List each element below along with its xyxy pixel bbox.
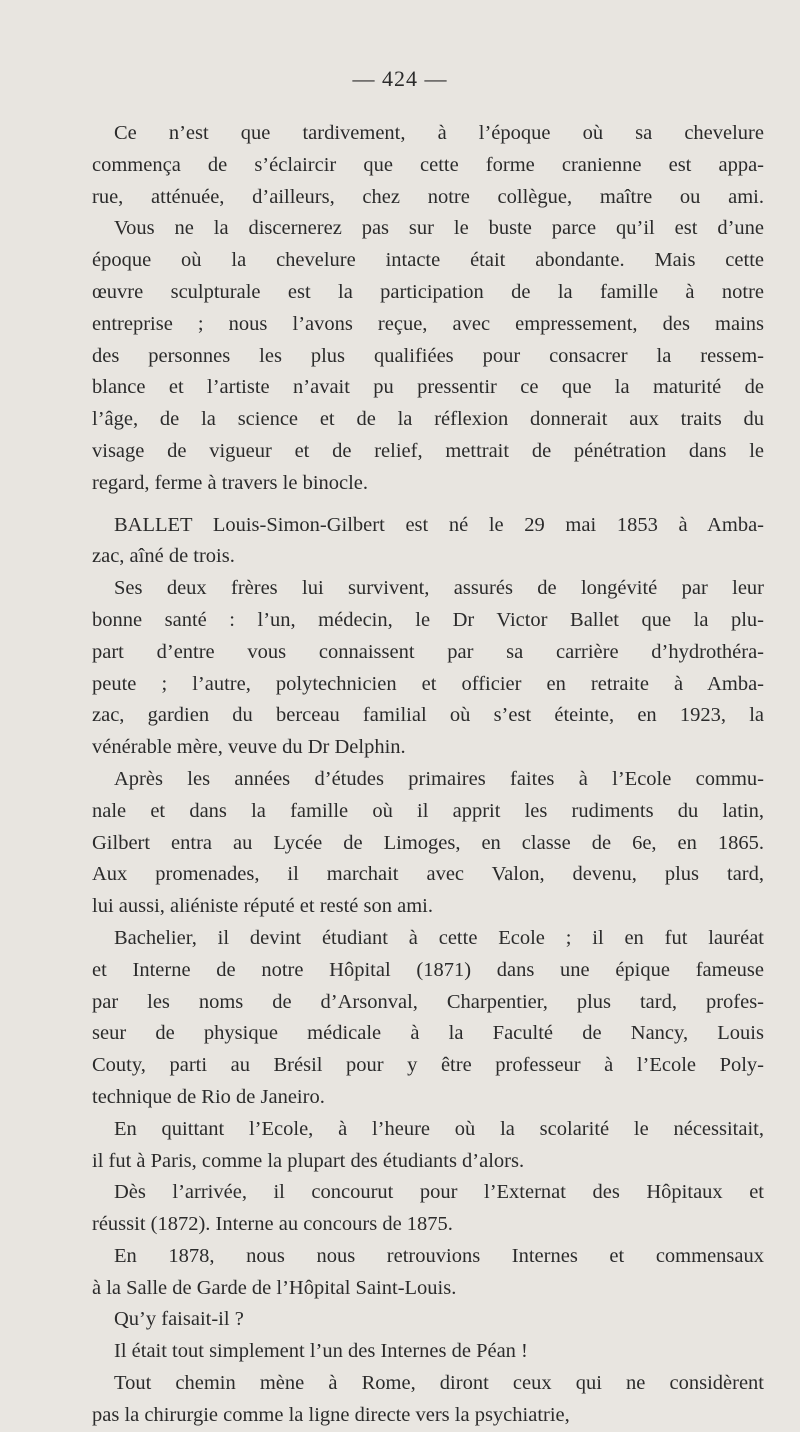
text-line: blance et l’artiste n’avait pu pressentir ce que la maturité de (92, 376, 764, 399)
text-line: En quittant l’Ecole, à l’heure où la scolarité le nécessitait, (114, 1117, 764, 1140)
text-line: il fut à Paris, comme la plupart des étudiants d’alors. (92, 1149, 525, 1172)
text-line: Ce n’est que tardivement, à l’époque où sa chevelure (114, 122, 764, 144)
text-line: visage de vigueur et de relief, mettrait de pénétration dans le (92, 439, 764, 462)
text-line: Vous ne la discernerez pas sur le buste parce qu’il est d’une (114, 217, 764, 240)
page-number: — 424 — (352, 66, 448, 91)
text-line: lui aussi, aliéniste réputé et resté son ami. (92, 895, 434, 918)
text-line: par les noms de d’Arsonval, Charpentier, plus tard, profes- (92, 990, 764, 1013)
text-line: Après les années d’études primaires faites à l’Ecole commu- (114, 767, 764, 790)
text-line: seur de physique médicale à la Faculté de Nancy, Louis (92, 1022, 764, 1045)
text-line: des personnes les plus qualifiées pour consacrer la ressem- (92, 344, 764, 367)
text-line: zac, aîné de trois. (92, 545, 235, 568)
text-line: rue, atténuée, d’ailleurs, chez notre collègue, maître ou ami. (92, 185, 764, 208)
text-line: Tout chemin mène à Rome, diront ceux qui ne considèrent (114, 1372, 764, 1395)
text-line: entreprise ; nous l’avons reçue, avec empressement, des mains (92, 312, 764, 335)
text-line: En 1878, nous nous retrouvions Internes et commensaux (114, 1244, 764, 1267)
text-line: époque où la chevelure intacte était abondante. Mais cette (92, 249, 764, 272)
text-line: Gilbert entra au Lycée de Limoges, en classe de 6e, en 1865. (92, 831, 764, 854)
text-line: Couty, parti au Brésil pour y être professeur à l’Ecole Poly- (92, 1054, 764, 1077)
body-text (92, 118, 764, 1432)
text-line: Qu’y faisait-il ? (114, 1308, 244, 1331)
text-line: part d’entre vous connaissent par sa carrière d’hydrothéra- (92, 640, 764, 663)
text-line: l’âge, de la science et de la réflexion donnerait aux traits du (92, 408, 764, 431)
text-line: Il était tout simplement l’un des Internes de Péan ! (114, 1340, 528, 1363)
text-line: zac, gardien du berceau familial où s’est éteinte, en 1923, la (92, 704, 764, 727)
text-line: BALLET Louis-Simon-Gilbert est né le 29 mai 1853 à Amba- (114, 513, 764, 536)
text-line: Ses deux frères lui survivent, assurés de longévité par leur (114, 577, 764, 600)
text-line: pas la chirurgie comme la ligne directe vers la psychiatrie, (92, 1403, 570, 1426)
text-line: réussit (1872). Interne au concours de 1875. (92, 1213, 453, 1236)
text-line: peute ; l’autre, polytechnicien et officier en retraite à Amba- (92, 672, 764, 695)
text-line: Bachelier, il devint étudiant à cette Ecole ; il en fut lauréat (114, 926, 764, 949)
text-line: regard, ferme à travers le binocle. (92, 471, 369, 494)
text-line: et Interne de notre Hôpital (1871) dans une épique fameuse (92, 958, 764, 981)
text-line: bonne santé : l’un, médecin, le Dr Victor Ballet que la plu- (92, 608, 764, 631)
text-line: vénérable mère, veuve du Dr Delphin. (92, 736, 406, 759)
paragraph-gap (92, 500, 764, 510)
text-line: à la Salle de Garde de l’Hôpital Saint-Louis. (92, 1276, 457, 1299)
text-line: commença de s’éclaircir que cette forme cranienne est appa- (92, 153, 764, 176)
text-line: Aux promenades, il marchait avec Valon, devenu, plus tard, (92, 863, 764, 886)
text-line: technique de Rio de Janeiro. (92, 1085, 325, 1108)
text-line: nale et dans la famille où il apprit les rudiments du latin, (92, 799, 764, 822)
text-line: Dès l’arrivée, il concourut pour l’Externat des Hôpitaux et (114, 1181, 764, 1204)
text-line: œuvre sculpturale est la participation de la famille à notre (92, 280, 764, 303)
